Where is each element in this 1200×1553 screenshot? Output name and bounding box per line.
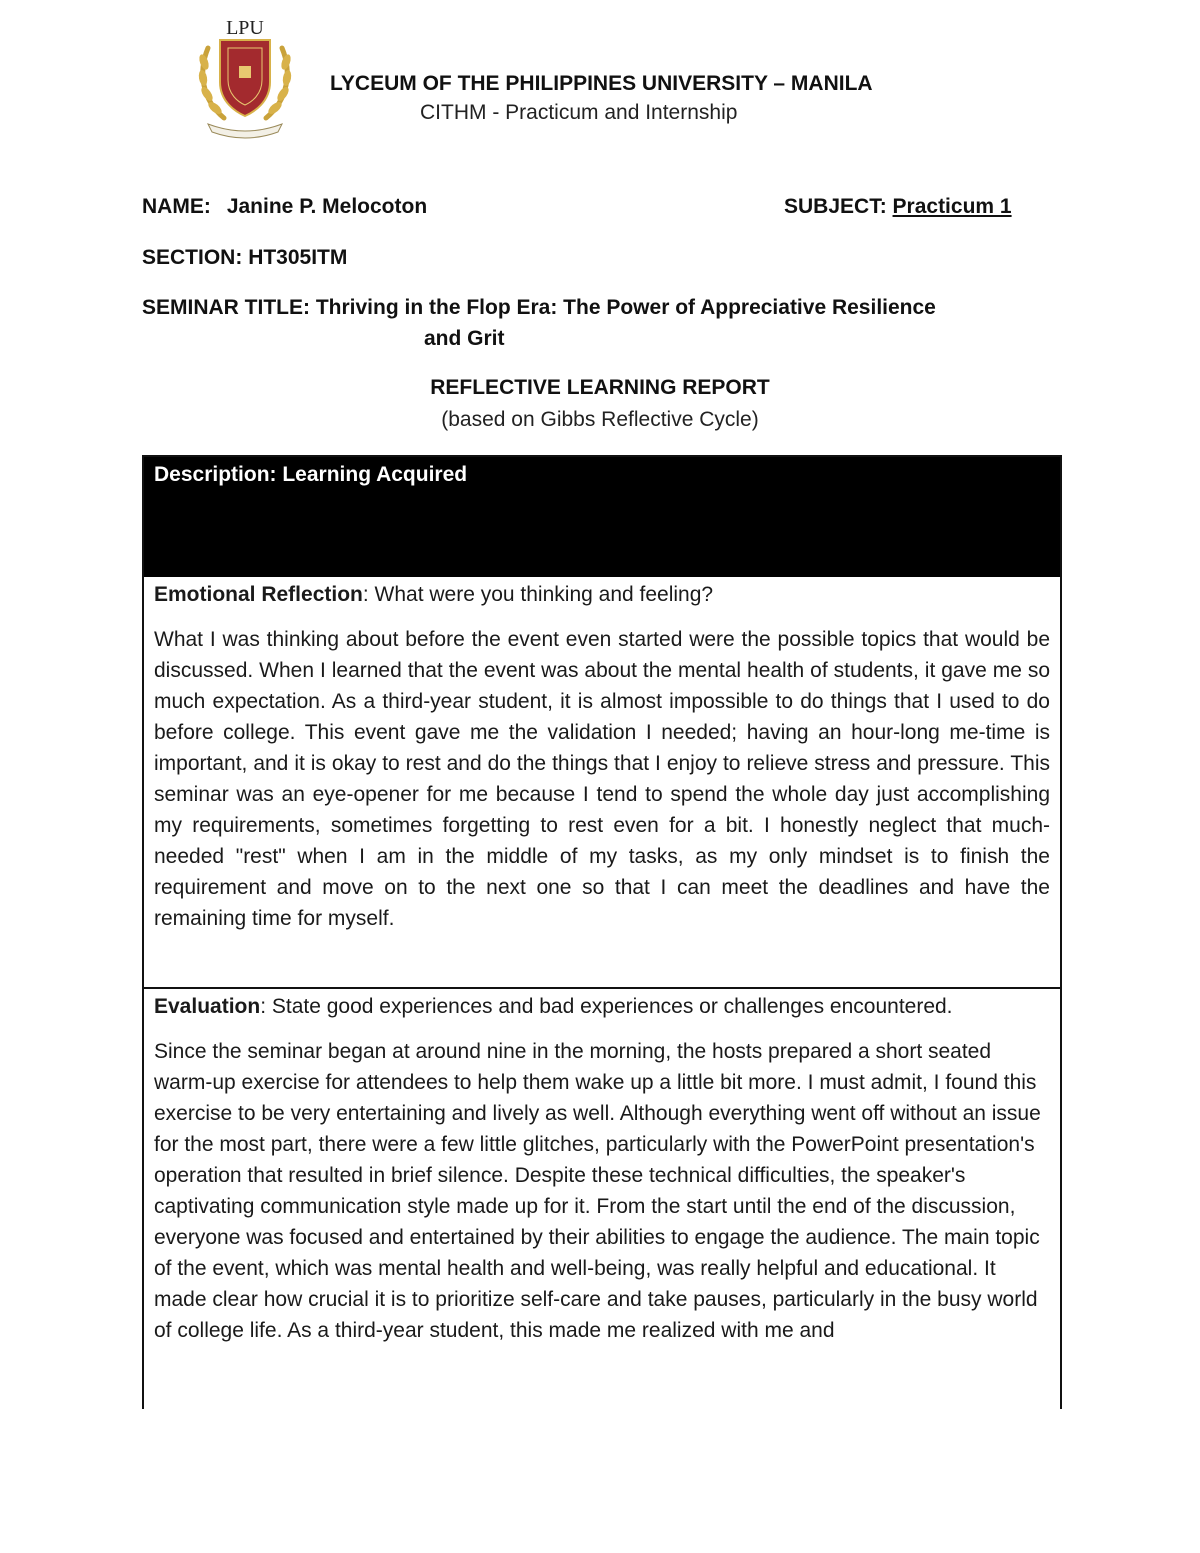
evaluation-answer: Since the seminar began at around nine in the morning, the hosts prepared a short seated warm-up exercise for attendees to help them wake up a little bit more. I must admit, I found this exercise to be very entertaining and lively as well. Although everything went off without an issue for the most part, there were a few little glitches, particularly with the PowerPoint presentation's operation that resulted in brief silence. Despite these technical difficulties, the speaker's captivating communication style made up for it. From the start until the end of the discussion, everyone was focused and entertained by their abilities to engage the audience. The main topic of the event, which was mental health and well-being, was really helpful and educational. It made clear how crucial it is to prioritize self-care and take pauses, particularly in the busy world of college life. As a third-year student, this made me realized with me and [154,1040,1041,1342]
department-name: CITHM - Practicum and Internship [420,101,738,124]
university-logo [194,14,296,140]
section-line [142,246,347,270]
emotional-prompt: : What were you thinking and feeling? [362,583,714,606]
seminar-title-line1: Thriving in the Flop Era: The Power of Appreciative Resilience [315,296,936,319]
name-label: NAME: [142,195,211,218]
emotional-answer: What I was thinking about before the event even started were the possible topics that would be discussed. When I learned that the event was about the mental health of students, it gave me so much expectation. As a third-year student, it is almost impossible to do things that I used to do before college. This event gave me the validation I needed; having an hour-long me-time is important, and it is okay to rest and do the things that I enjoy to relieve stress and pressure. This seminar was an eye-opener for me because I tend to spend the whole day just accomplishing my requirements, sometimes forgetting to rest even for a bit. I honestly neglect that much-needed "rest" when I am in the middle of my tasks, as my only mindset is to finish the requirement and move on to the next one so that I can meet the deadlines and have the remaining time for myself. [154,628,1050,930]
logo-text: LPU [226,17,264,39]
section-label: SECTION: [142,246,243,269]
description-heading: Description: Learning Acquired [154,463,468,486]
evaluation-cell [144,989,1060,1409]
seminar-label: SEMINAR TITLE: [142,296,310,319]
university-name: LYCEUM OF THE PHILIPPINES UNIVERSITY – MANILA [330,72,873,95]
evaluation-prompt: : State good experiences and bad experiences or challenges encountered. [260,995,953,1018]
name-line [142,195,427,219]
subject-line [784,195,1012,219]
seminar-title-line2: and Grit [424,327,505,350]
report-title: REFLECTIVE LEARNING REPORT [430,376,770,399]
emotional-question [154,579,1050,610]
subject-value: Practicum 1 [892,195,1012,218]
section-value: HT305ITM [248,246,348,269]
reflection-table [142,455,1062,1409]
evaluation-question [154,991,1050,1022]
subject-label: SUBJECT: [784,195,887,218]
emotional-label: Emotional Reflection [154,583,363,606]
name-value: Janine P. Melocoton [226,195,428,218]
evaluation-label: Evaluation [154,995,261,1018]
emotional-reflection-cell [144,577,1060,989]
seminar-line [142,296,936,320]
report-subtitle: (based on Gibbs Reflective Cycle) [441,408,759,431]
description-heading-cell [144,455,1060,577]
